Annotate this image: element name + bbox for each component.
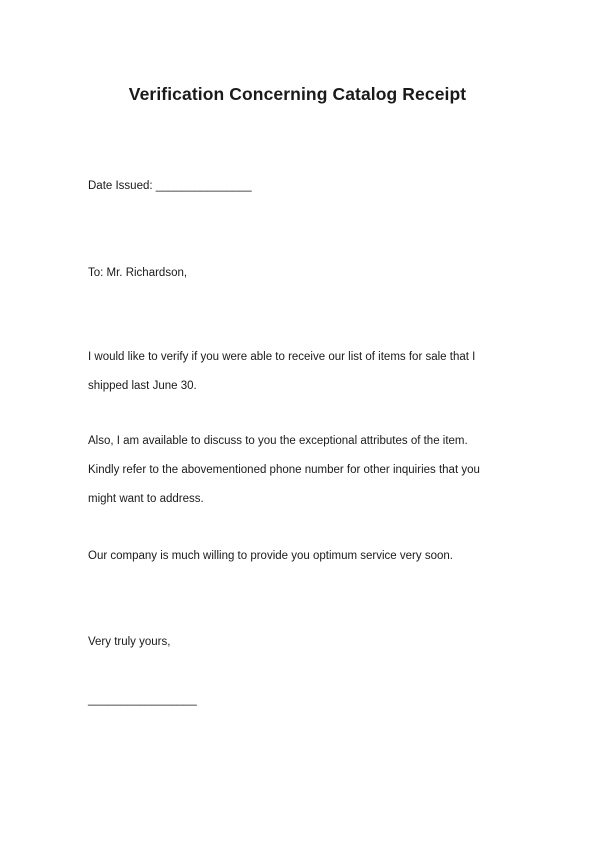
paragraph-1-line-2: shipped last June 30.: [88, 380, 197, 392]
paragraph-2-line-1: Also, I am available to discuss to you the exceptional attributes of the item.: [88, 435, 468, 447]
date-issued-line: Date Issued: _______________: [88, 180, 252, 192]
closing: Very truly yours,: [88, 636, 171, 648]
paragraph-2-line-3: might want to address.: [88, 493, 204, 505]
document-title: Verification Concerning Catalog Receipt: [128, 84, 467, 104]
paragraph-3-line-1: Our company is much willing to provide you optimum service very soon.: [88, 550, 453, 562]
signature-line: _________________: [88, 694, 197, 706]
salutation: To: Mr. Richardson,: [88, 267, 188, 279]
paragraph-2-line-2: Kindly refer to the abovementioned phone number for other inquiries that you: [88, 464, 480, 476]
paragraph-1-line-1: I would like to verify if you were able to receive our list of items for sale that I: [88, 351, 476, 363]
